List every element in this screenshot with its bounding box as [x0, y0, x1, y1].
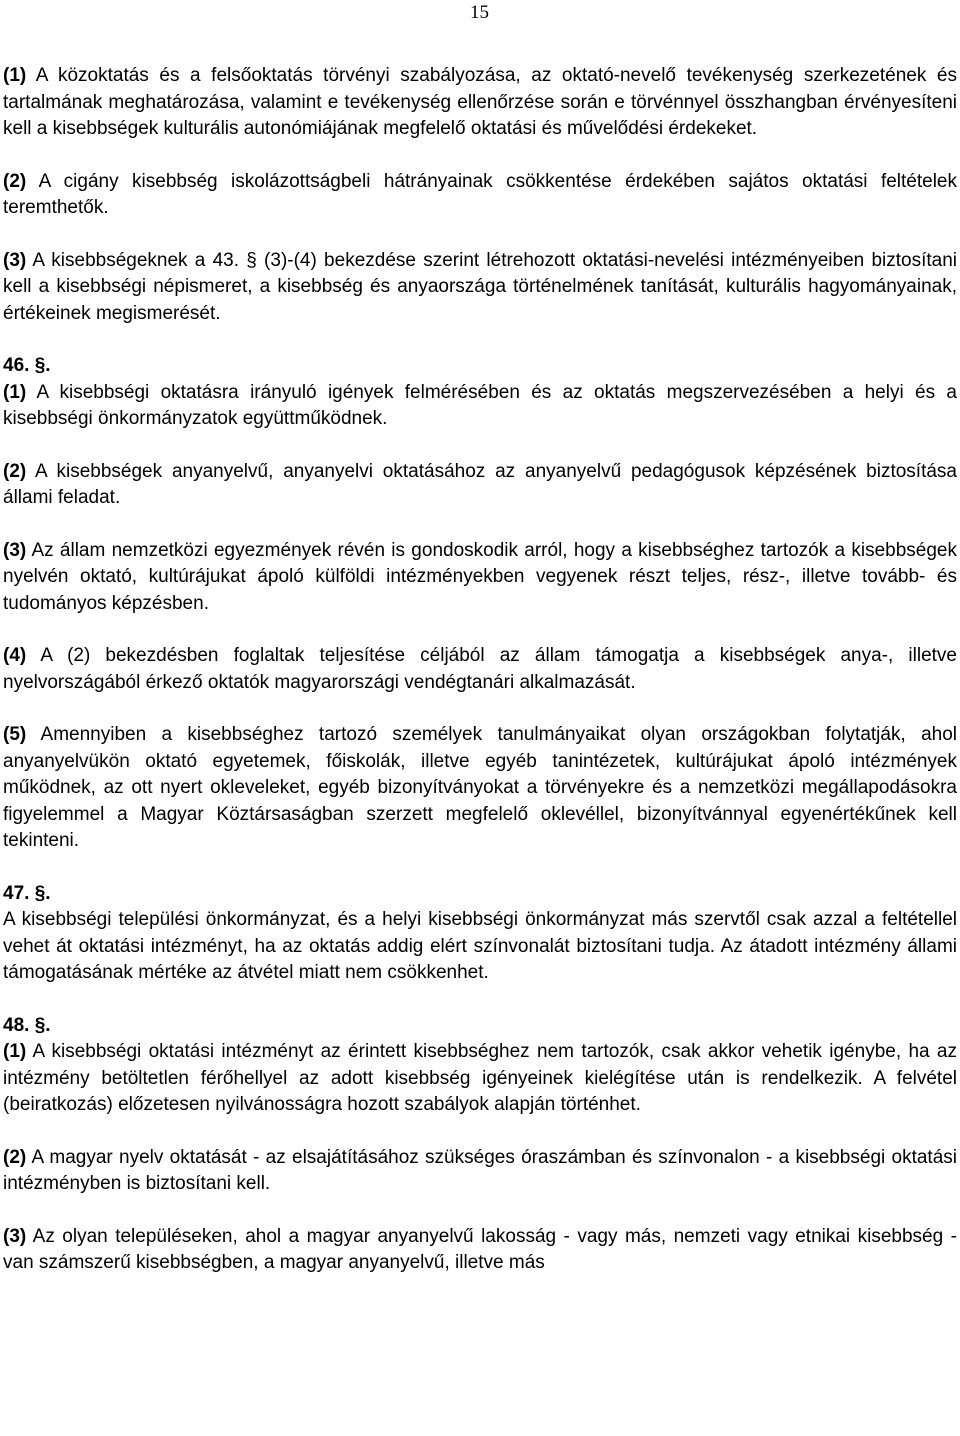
section-heading: 46. §.	[3, 355, 51, 376]
paragraph-46-5	[3, 722, 957, 855]
paragraph-number: (2)	[3, 460, 27, 482]
paragraph-46-4	[3, 643, 957, 696]
document-body	[3, 63, 957, 1277]
paragraph-47	[3, 907, 957, 987]
paragraph-45-1	[3, 63, 957, 143]
paragraph-text: A cigány kisebbség iskolázottságbeli hátrányainak csökkentése érdekében sajátos oktatási feltételek teremthetők.	[3, 170, 957, 218]
paragraph-number: (3)	[3, 1225, 27, 1247]
section-heading: 48. §.	[3, 1014, 51, 1036]
paragraph-text: A kisebbségek anyanyelvű, anyanyelvi oktatásához az anyanyelvű pedagógusok képzésének biztosítása állami feladat.	[3, 460, 957, 508]
paragraph-number: (2)	[3, 1146, 27, 1168]
paragraph-48-1	[3, 1039, 957, 1119]
paragraph-text: Az állam nemzetközi egyezmények révén is gondoskodik arról, hogy a kisebbséghez tartozók a kisebbségek nyelvén oktató, kultúrájukat ápoló külföldi intézményekben vegyenek részt teljes, rész-, illetve tovább- és tudományos képzésben.	[3, 539, 957, 614]
paragraph-number: (1)	[3, 1041, 27, 1062]
paragraph-48-3	[3, 1224, 957, 1277]
section-46	[3, 353, 957, 433]
paragraph-text: A közoktatás és a felsőoktatás törvényi szabályozása, az oktató-nevelő tevékenység szerkezetének és tartalmának meghatározása, valamint e tevékenység ellenőrzése során e törvénnyel összhangban érvényesíteni kell a kisebbségek kulturális autonómiájának megfelelő oktatási és művelődési érdekeket.	[3, 65, 957, 139]
paragraph-text: Amennyiben a kisebbséghez tartozó személyek tanulmányaikat olyan országokban folytatják, ahol anyanyelvükön oktató egyetemek, főiskolák, illetve egyéb tanintézetek, kultúrájukat ápoló intézmények működnek, az ott nyert okleveleket, egyéb bizonyítványokat a törvényekre és a nemzetközi megállapodásokra figyelemmel a Magyar Köztársaságban szerzett megfelelő oklevéllel, bizonyítvánnyal egyenértékűnek kell tekinteni.	[3, 724, 957, 851]
paragraph-46-2	[3, 459, 957, 512]
page-number: 15	[470, 2, 489, 23]
paragraph-text: A kisebbségi települési önkormányzat, és a helyi kisebbségi önkormányzat más szervtől csak azzal a feltétellel vehet át oktatási intézményt, ha az oktatás addig elért színvonalát biztosítani tudja. Az átadott intézmény állami támogatásának mértéke az átvétel miatt nem csökkenhet.	[3, 909, 957, 983]
paragraph-number: (5)	[3, 724, 27, 745]
paragraph-number: (1)	[3, 381, 27, 403]
section-heading: 47. §.	[3, 882, 51, 904]
paragraph-number: (3)	[3, 249, 27, 271]
paragraph-number: (3)	[3, 539, 27, 561]
paragraph-number: (2)	[3, 170, 27, 192]
paragraph-text: A (2) bekezdésben foglaltak teljesítése céljából az állam támogatja a kisebbségek anya-, illetve nyelvországából érkező oktatók magyarországi vendégtanári alkalmazását.	[3, 645, 957, 693]
paragraph-number: (1)	[3, 65, 27, 86]
section-48	[3, 1013, 957, 1119]
paragraph-48-2	[3, 1145, 957, 1198]
paragraph-number: (4)	[3, 645, 27, 666]
paragraph-46-3	[3, 538, 957, 618]
paragraph-text: A kisebbségi oktatásra irányuló igények felmérésében és az oktatás megszervezésében a helyi és a kisebbségi önkormányzatok együttműködnek.	[3, 381, 957, 429]
paragraph-45-2	[3, 169, 957, 222]
paragraph-46-1	[3, 380, 957, 433]
paragraph-text: A magyar nyelv oktatását - az elsajátításához szükséges óraszámban és színvonalon - a kisebbségi oktatási intézményben is biztosítani kell.	[3, 1146, 957, 1194]
paragraph-text: A kisebbségi oktatási intézményt az érintett kisebbséghez nem tartozók, csak akkor vehetik igénybe, ha az intézmény betöltetlen férőhellyel az adott kisebbség igényeinek kielégítése után is rendelkezik. A felvétel (beiratkozás) előzetesen nyilvánosságra hozott szabályok alapján történhet.	[3, 1041, 957, 1115]
paragraph-text: A kisebbségeknek a 43. § (3)-(4) bekezdése szerint létrehozott oktatási-nevelési intézményeiben biztosítani kell a kisebbségi népismeret, a kisebbség és anyaországa történelmének tanítását, kulturális hagyományainak, értékeinek megismerését.	[3, 249, 957, 324]
paragraph-45-3	[3, 248, 957, 328]
section-47	[3, 881, 957, 987]
paragraph-text: Az olyan településeken, ahol a magyar anyanyelvű lakosság - vagy más, nemzeti vagy etnikai kisebbség - van számszerű kisebbségben, a magyar anyanyelvű, illetve más	[3, 1225, 957, 1273]
